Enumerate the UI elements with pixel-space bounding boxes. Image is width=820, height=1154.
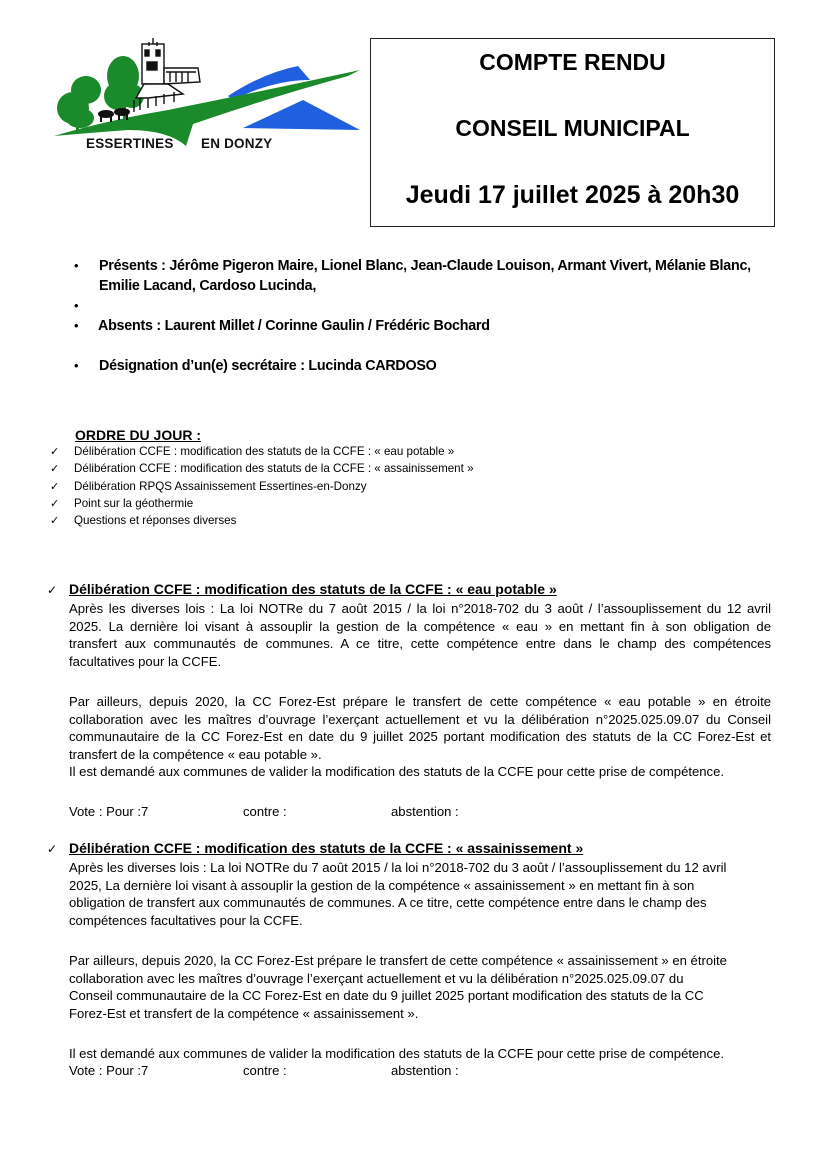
checkmark-icon: ✓	[50, 515, 60, 527]
absent-members: Absents : Laurent Millet / Corinne Gaulin / Frédéric Bochard	[98, 318, 490, 334]
checkmark-icon: ✓	[50, 463, 60, 475]
section-paragraph: Il est demandé aux communes de valider la modification des statuts de la CCFE pour cette prise de compétence.	[69, 1046, 725, 1061]
agenda-item: ✓ Questions et réponses diverses	[50, 514, 237, 527]
bullet-icon: •	[74, 298, 79, 313]
section-paragraph: Après les diverses lois : La loi NOTRe du 7 août 2015 / la loi n°2018-702 du 3 août / l’assouplissement du 12 avril 2025. La dernière loi visant à assouplir la gestion de la compétence « eau » en mettant fin à son obligation de transfert aux communautés de communes. A ce titre, cette compétence entre dans le champ des compétences facultatives pour la CCFE.	[69, 601, 771, 669]
vote-pour: Vote : Pour :7	[69, 1063, 149, 1078]
vote-contre: contre :	[243, 1063, 287, 1078]
bullet-icon: •	[74, 358, 79, 373]
agenda-item: ✓ Délibération RPQS Assainissement Essertines-en-Donzy	[50, 480, 367, 493]
section-heading: ✓ Délibération CCFE : modification des statuts de la CCFE : « eau potable »	[47, 581, 557, 597]
section-heading: ✓ Délibération CCFE : modification des statuts de la CCFE : « assainissement »	[47, 840, 584, 856]
logo-text-essertines: ESSERTINES	[86, 136, 174, 151]
meeting-date: Jeudi 17 juillet 2025 à 20h30	[405, 181, 740, 209]
logo-blue-swoosh-lower	[243, 100, 360, 130]
council-title: CONSEIL MUNICIPAL	[455, 115, 690, 141]
section-paragraph: Par ailleurs, depuis 2020, la CC Forez-Est prépare le transfert de cette compétence « eau potable » en étroite collaboration avec les maîtres d’ouvrage l’exerçant actuellement et vu la délibération n°2025.025.09.07 du Conseil communautaire de la CC Forez-Est en date du 9 juillet 2025 portant modification des statuts de la CC Forez-Est et transfert de la compétence « eau potable ». Il est demandé aux communes de valider la modification des statuts de la CCFE pour cette prise de compétence.	[69, 694, 771, 779]
checkmark-icon: ✓	[50, 446, 60, 458]
document-type-title: COMPTE RENDU	[479, 49, 666, 75]
logo-text-en-donzy: EN DONZY	[201, 136, 273, 151]
section-paragraph: Après les diverses lois : La loi NOTRe du 7 août 2015 / la loi n°2018-702 du 3 août / l’assouplissement du 12 avril 2025, La dernière loi visant à assouplir la gestion de la compétence « assainissement » en mettant fin à son obligation de transfert aux communautés de communes. A ce titre, cette compétence entre dans le champ des compétences facultatives pour la CCFE.	[69, 860, 727, 928]
agenda-title: ORDRE DU JOUR :	[75, 427, 202, 443]
section-paragraph: Par ailleurs, depuis 2020, la CC Forez-Est prépare le transfert de cette compétence « assainissement » en étroite collaboration avec les maîtres d’ouvrage l’exerçant actuellement et vu la délibération n°2025.025.09.07 du Conseil communautaire de la CC Forez-Est en date du 9 juillet 2025 portant modification des statuts de la CC Forez-Est et transfert de la compétence « assainissement ».	[69, 953, 727, 1021]
agenda-item: ✓ Point sur la géothermie	[50, 497, 194, 510]
vote-contre: contre :	[243, 804, 287, 819]
logo-church	[134, 38, 200, 112]
checkmark-icon: ✓	[50, 498, 60, 510]
title-box	[370, 38, 775, 227]
bullet-icon: •	[74, 318, 79, 333]
vote-abstention: abstention :	[391, 1063, 459, 1078]
checkmark-icon: ✓	[47, 583, 58, 597]
vote-pour: Vote : Pour :7	[69, 804, 149, 819]
bullet-icon: •	[74, 258, 79, 273]
municipality-logo	[48, 38, 366, 158]
checkmark-icon: ✓	[50, 481, 60, 493]
secretary-designation: Désignation d’un(e) secrétaire : Lucinda CARDOSO	[99, 358, 437, 374]
present-members: Présents : Jérôme Pigeron Maire, Lionel Blanc, Jean-Claude Louison, Armant Vivert, Mélanie Blanc, Emilie Lacand, Cardoso Lucinda,	[99, 258, 751, 294]
checkmark-icon: ✓	[47, 842, 58, 856]
vote-abstention: abstention :	[391, 804, 459, 819]
agenda-item: ✓ Délibération CCFE : modification des statuts de la CCFE : « eau potable »	[50, 445, 455, 458]
agenda-item: ✓ Délibération CCFE : modification des statuts de la CCFE : « assainissement »	[50, 462, 474, 475]
